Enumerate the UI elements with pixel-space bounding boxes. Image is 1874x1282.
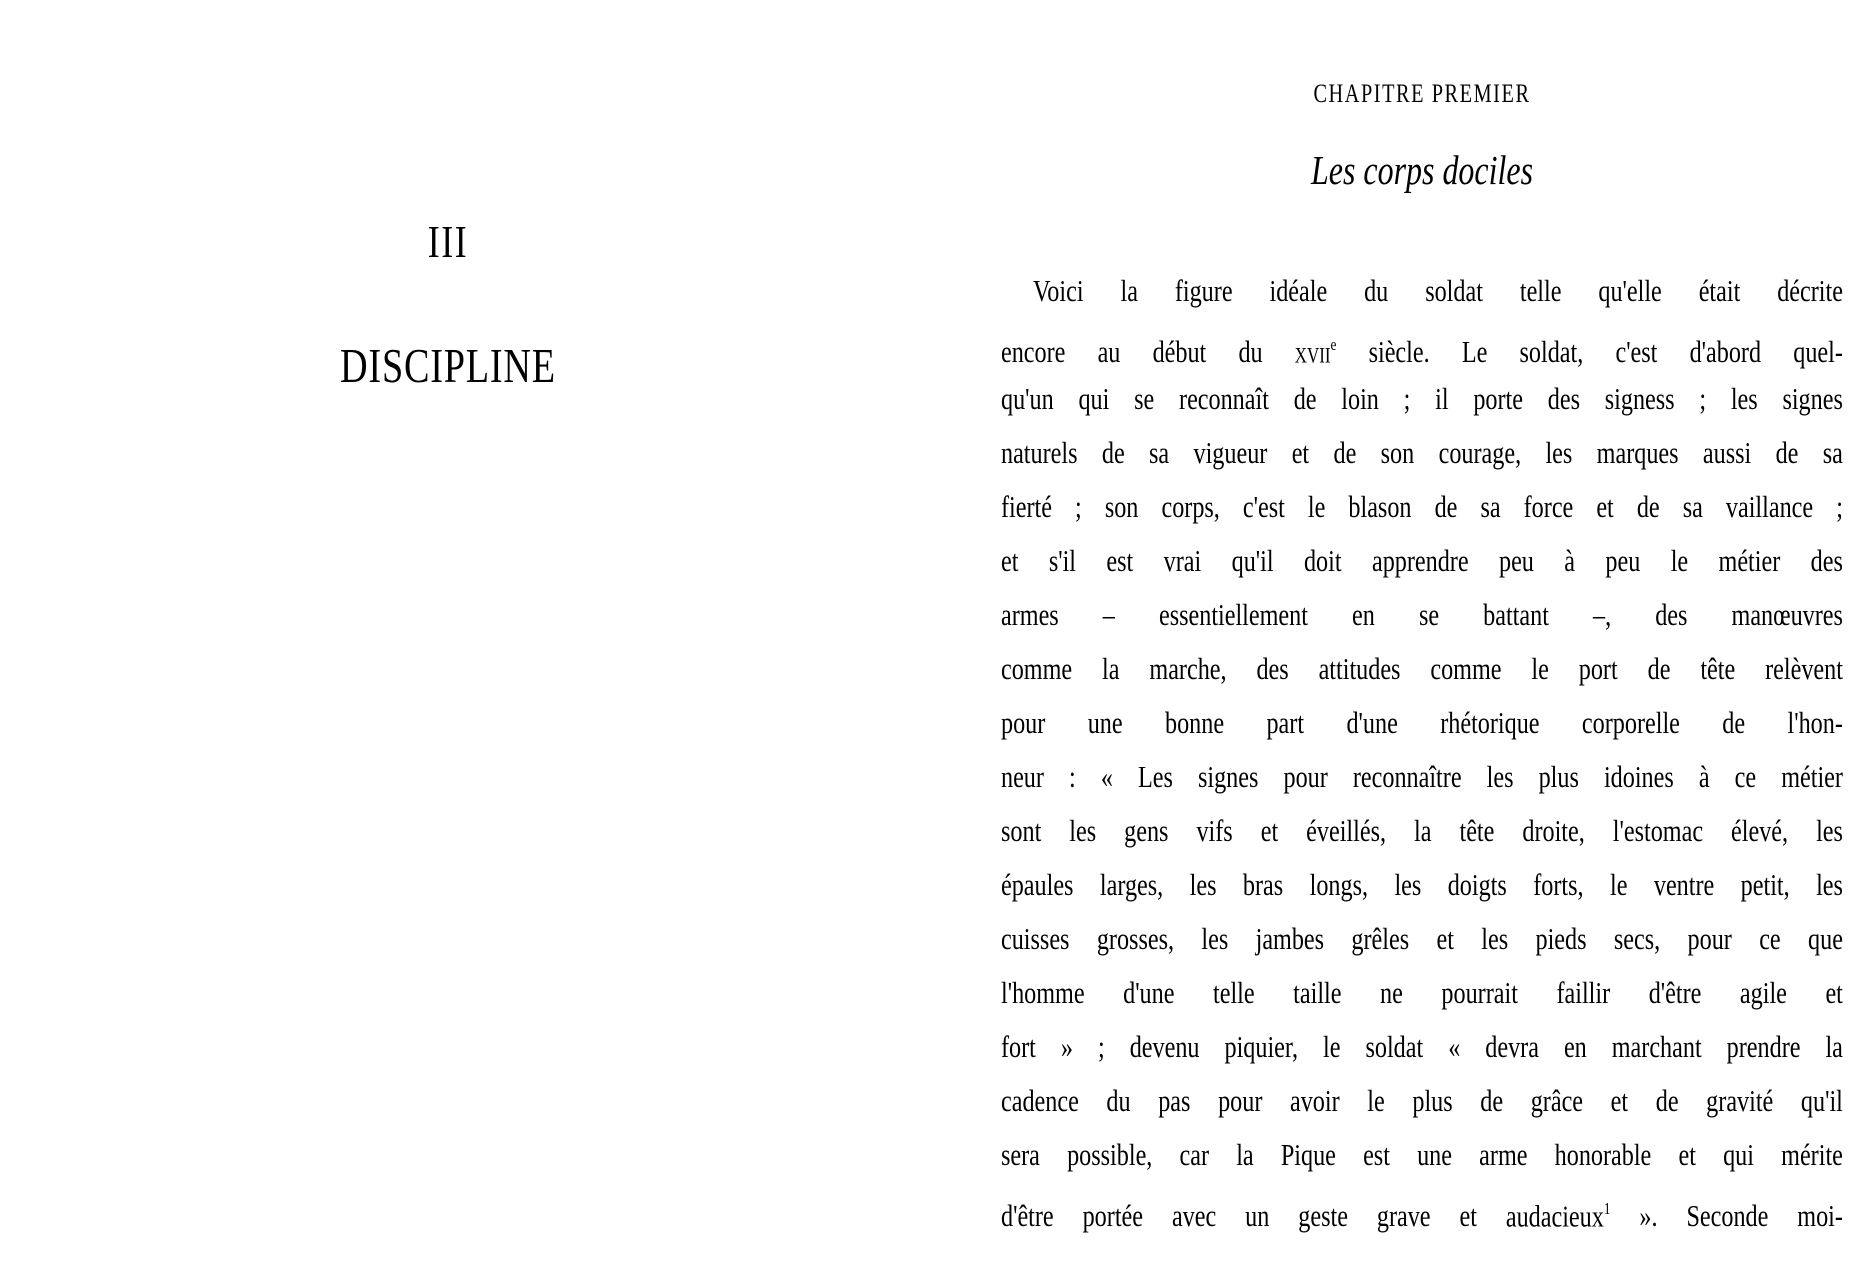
text-line: comme la marche, des attitudes comme le port de tête relèvent: [1001, 651, 1843, 686]
text-line: l'homme d'une telle taille ne pourrait faillir d'être agile et: [1001, 975, 1843, 1010]
text-line: neur : « Les signes pour reconnaître les plus idoines à ce métier: [1001, 759, 1843, 794]
text-line: cadence du pas pour avoir le plus de grâce et de gravité qu'il: [1001, 1083, 1843, 1118]
text-line: armes – essentiellement en se battant –, des manœuvres: [1001, 597, 1843, 632]
text-line: pour une bonne part d'une rhétorique corporelle de l'hon-: [1001, 705, 1843, 740]
text-line: cuisses grosses, les jambes grêles et les pieds secs, pour ce que: [1001, 921, 1843, 956]
part-number: III: [427, 216, 469, 267]
text-line: fort » ; devenu piquier, le soldat « devra en marchant prendre la: [1001, 1029, 1843, 1064]
body-paragraph: [1001, 264, 1874, 1236]
text-line: d'être portée avec un geste grave et audacieux$^1$ ». Seconde moi-: [1001, 1198, 1843, 1234]
text-line: qu'un qui se reconnaît de loin ; il porte des signess ; les signes: [1001, 381, 1843, 416]
text-line: Voici la figure idéale du soldat telle qu'elle était décrite: [1032, 273, 1843, 308]
text-line: encore au début du XVIIe siècle. Le soldat, c'est d'abord quel-: [1001, 334, 1843, 370]
text-line: épaules larges, les bras longs, les doigts forts, le ventre petit, les: [1001, 867, 1843, 902]
left-page: [0, 0, 896, 1282]
chapter-heading: CHAPITRE PREMIER: [1313, 79, 1531, 108]
text-line: fierté ; son corps, c'est le blason de sa force et de sa vaillance ;: [1001, 489, 1843, 524]
text-line: sont les gens vifs et éveillés, la tête droite, l'estomac élevé, les: [1001, 813, 1843, 848]
text-line: et s'il est vrai qu'il doit apprendre peu à peu le métier des: [1001, 543, 1843, 578]
text-line: naturels de sa vigueur et de son courage, les marques aussi de sa: [1001, 435, 1843, 470]
right-page: [1001, 0, 1843, 1282]
text-line: sera possible, car la Pique est une arme honorable et qui mérite: [1001, 1137, 1843, 1172]
part-title: DISCIPLINE: [340, 338, 556, 393]
chapter-title: Les corps dociles: [1310, 147, 1534, 193]
